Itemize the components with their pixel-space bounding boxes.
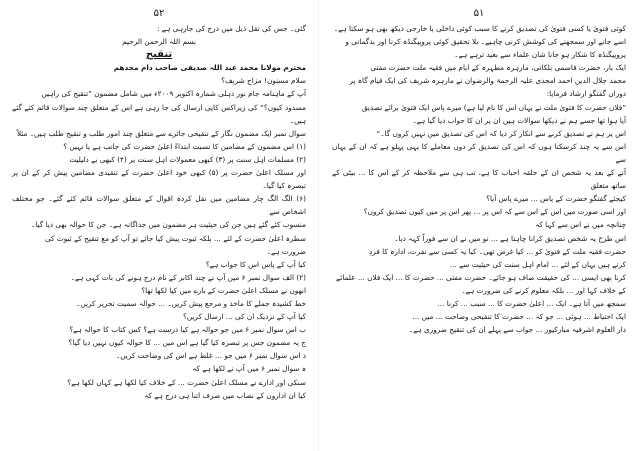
- text-line: ج یہ مضمون جس پر تبصرہ کیا گیا ہے اس میں ... کا حوالہ کیوں نہیں دیا گیا؟: [68, 338, 306, 348]
- text-line: سوال نمبر ایک مضمون نگار کے تنقیحی جائزے سے متعلق چند امور طلب و تنقیح طلب ہیں۔ مثلاً: [16, 128, 306, 138]
- text-line: آیا ہوا تھا جسے ہم نے دیکھا سوالات ہیں ان پر ان کا جواب دیا گیا ہے۔: [412, 115, 626, 125]
- text-line: حضرت فقیہ ملت کے فتویٰ کو ... کیا غرض تھی۔ کیا یہ کسی سے نفرت، ادارہ کا فردِ: [369, 246, 626, 256]
- text-line: کرنا بھی ایسی ... کی حقیقت صاف ہو جائے۔ حضرت مفتی ... حضرت کا ... ایک فلاں ... علمائے: [336, 272, 626, 282]
- text-line: ب اس سوال نمبر ۶ میں جو حوالہ ہے کیا درست ہے؟ کس کتاب کا حوالہ ہے؟: [69, 325, 306, 335]
- text-line: سنکی اور ادارے نے مسلک اعلیٰ حضرت ... کے خلاف کیا لکھا ہے کہاں لکھا ہے؟: [67, 377, 306, 387]
- text-line: محمد جلال الدین احمد امجدی علیہ الرحمۃ والرضوان نے مارہرہ شریف کی ایک قیام گاہ پر: [349, 76, 626, 86]
- text-line: گئی۔ جس کی نقل ذیل میں درج کی جارہی ہے :: [157, 24, 306, 33]
- right-page: [328, 0, 630, 451]
- text-line: مسدود کیوں؟“ کی زیراکس کاپی ارسال کی جا رہی ہے اس کے متعلق چند سوالات قائم کئے گئے ہیں۔: [12, 102, 306, 125]
- text-line: سطرہ اعلیٰ حضرت کے لئے ... بلکہ ثبوت پیش کیا جائے تو آپ کو مع تنقیح کے ثبوت کی: [44, 233, 306, 243]
- text-line: آنے کے بعد یہ شخص ان کے حلقہ احباب کا ہے، تب ہی سے ملاحظہ کر کے اس کا ... بیٹی کے ساتھ متعلق: [332, 168, 626, 191]
- page-number: ۵۲: [153, 8, 165, 19]
- book-gutter: [318, 0, 319, 451]
- text-line: سلام مسنون! مزاج شریف؟: [221, 76, 306, 86]
- text-line: ضرورت ہے۔: [266, 246, 306, 256]
- text-line: ”فلاں حضرت کا فتویٰ ملت نے یہاں اس کا نام لیا ہے) میرے پاس ایک فتویٰ برائے تصدیق: [361, 102, 626, 112]
- text-line: ایک احتیاط ... ہوئی ... جو کہ ... حضرت کا تنقیحی وضاحت ... میں ...: [412, 312, 626, 322]
- section-heading: تنقیح: [145, 49, 173, 61]
- left-page: [8, 0, 310, 451]
- text-line: منسوب کئے گئے ہیں جن کی حیثیت ہر مضمون میں جداگانہ ہے۔ جن کا حوالہ بھی دیا گیا۔: [31, 220, 306, 230]
- text-line: اس سے یہ چند کرسکتا ہوں کہ اس کی تصدیق کر دوں معاملے کا یہی پہلو ہے کہ ان کے یہاں سے: [332, 141, 626, 164]
- text-line: د اس سوال نمبر ۶ میں جو ... غلط ہے اس کی وضاحت کریں۔: [115, 351, 306, 361]
- text-line: آپ کے ماہنامہ جام نور دہلی شمارہ اکتوبر ۲۰۰۹ء میں شامل مضمون ”تنقیح کی راہیں: [41, 89, 306, 99]
- page-text: [332, 22, 626, 336]
- text-line: (۱) اس مضمون کے مضامین کا نسبت ابتداءً اعلیٰ حضرت کی جانب ہے یا نہیں ؟: [63, 141, 306, 151]
- addressee-line: محترم مولانا محمد عبد اللہ صدیقی صاحب دام مجدھم: [113, 63, 306, 73]
- text-line: کوئی فتویٰ یا کسی فتویٰ کی تصدیق کرنے کا سبب کوئی داخلی یا خارجی دیکھ بھی ہو سکتا ہے۔: [333, 24, 626, 33]
- text-line: سمجھ میں آتا ہے۔ ایک ... اعلیٰ حضرت کا ... سبب ... کرنا ...: [437, 298, 626, 308]
- text-line: ہ سوال نمبر ۶ میں آپ نے لکھا ہے کہ: [192, 364, 306, 374]
- text-line: دوران گفتگو ارشاد فرمایا:: [546, 89, 626, 99]
- text-line: کیجئے گفتگو حضرت کے پاس ... میرے پاس آیا؟: [486, 194, 626, 204]
- text-line: پروپیگنڈہ کا شکار ہو جانا شان علماء سے بعید ترہے ہے۔: [454, 50, 626, 60]
- text-line: کرتے ہیں یہاں کے لئے ... امام اہل سنت کی حیثیت سے ...: [449, 259, 626, 269]
- text-line: کیا آپ کے نزدیک ان کی ... ارسال کریں؟: [182, 312, 306, 322]
- page-text: [12, 22, 306, 402]
- text-line: انھوں نے مسلک اعلیٰ حضرت کے بارے میں کیا لکھا تھا؟: [141, 285, 306, 295]
- bismillah: بسم اللہ الرحمن الرحیم: [122, 37, 196, 47]
- text-line: چنانچہ میں نے اس سے کہا کہ: [535, 220, 626, 230]
- text-line: اور اسی صورت میں اس کے اس سے کہ اس پر ... پھر اس پر میں کیوں تصدیق کروں؟: [363, 207, 626, 217]
- text-line: (۶) الگ الگ چار مضامین میں نقل کردہ اقوال کے متعلق سوالات قائم کئے گئے۔ جو مختلف اشخاص سے: [12, 194, 306, 217]
- text-line: اسے جانے اور سمجھنے کی کوشش کرنی چاہیے۔ بلا تحقیق کوئی پروپیگنڈہ کرنا اور بدگمانی و: [345, 37, 626, 47]
- text-line: کے خلاف کہا اور ... بلکہ معلوم کرنے کی ضرورت ہے۔: [461, 285, 626, 295]
- text-line: (۲) الف سوال نمبر ۶ میں آپ نے چند اکابر کے نام درج ہونے کی بات کہی ہے۔: [70, 272, 306, 282]
- text-line: دار العلوم اشرفیہ مبارکپور ... جواب سے پہلے ان کی تنقیح ضروری ہے۔: [408, 325, 626, 335]
- text-line: کیا ان اداروں کے نصاب میں صرف اتنا ہی درج ہے کہ: [144, 390, 306, 400]
- text-line: ایک بار، حضرت قاسمی بلکاتی، مارہرہ مطہرہ کے ایام میں فقیہ ملت حضرت مفتی: [370, 63, 626, 73]
- text-line: اس پر ہم نے تصدیق کرنے سے انکار کر دیا کہ اس کی تصدیق میں نہیں کروں گا۔“: [376, 128, 626, 138]
- text-line: (۲) مسلمات اہل سنت پر (۳) کبھی معمولات اہل سنت پر (۴) کبھی بے دلیلیت: [69, 154, 306, 164]
- text-line: کیا آپ کے پاس اس کا جواب ہے؟: [205, 259, 306, 269]
- text-line: اور مسلک اعلیٰ حضرت پر (۵) کبھی خود اعلیٰ حضرت کے تنقیدی مضامین پیش کر کے ان پر تبصرہ کیا گیا۔: [12, 168, 306, 191]
- text-line: خط کشیدہ جملے کا ماخذ و مرجع پیش کریں۔ ... حوالہ سمیت تحریر کریں۔: [76, 298, 306, 308]
- text-line: اس طرح یہ شخص تصدیق کرانا چاہتا ہے ... تو میں نے ان سے فوراً کہہ دیا۔: [394, 233, 626, 243]
- page-number: ۵۱: [473, 8, 485, 19]
